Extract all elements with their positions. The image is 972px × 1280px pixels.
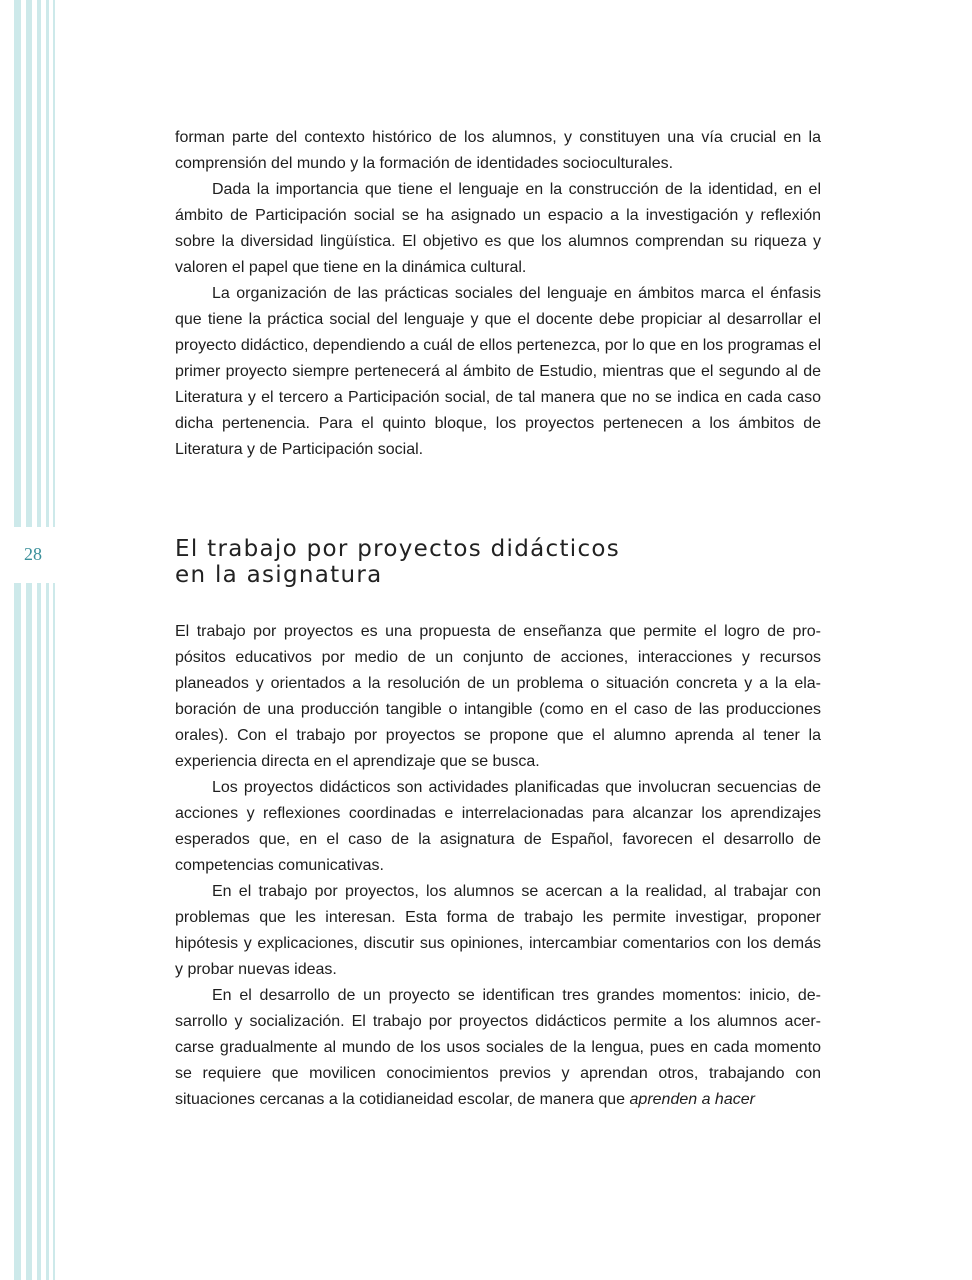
paragraph-text: En el desarrollo de un proyecto se identifican tres grandes momentos: inicio, desarrollo y socialización. El trabajo por proyectos didácticos permite a los alumnos acercarse gradualmente al mundo de los usos sociales de la lengua, pues en cada momento se requiere que movilicen conocimientos previos y aprendan otros, trabajando con situaciones cercanas a la cotidianeidad escolar, de manera que xyxy=(175,987,821,1108)
paragraph: La organización de las prácticas sociales del lenguaje en ámbitos marca el énfasis que tiene la práctica social del lenguaje y que el docente debe propiciar al desarrollar el proyecto didáctico, dependiendo a cuál de ellos pertenezca, por lo que en los programas el primer proyecto siempre pertenecerá al ámbito de Estudio, mientras que el segundo al de Literatura y el tercero a Participación social, de tal manera que no se indica en cada caso dicha pertenencia. Para el quinto bloque, los proyectos pertenecen a los ámbitos de Literatura y de Participación social. xyxy=(175,285,821,458)
paragraph: En el trabajo por proyectos, los alumnos se acercan a la realidad, al trabajar con problemas que les interesan. Esta forma de trabajo les permite investigar, proponer hipótesis y explicaciones, discutir sus opiniones, intercambiar comentarios con los demás y probar nuevas ideas. xyxy=(175,883,821,978)
top-text-block xyxy=(175,125,821,463)
paragraph: forman parte del contexto histórico de los alumnos, y constituyen una vía crucial en la comprensión del mundo y la formación de identidades socioculturales. xyxy=(175,129,821,172)
page-number: 28 xyxy=(24,544,42,564)
paragraph: El trabajo por proyectos es una propuesta de enseñanza que permite el logro de propósitos educativos por medio de un conjunto de acciones, interacciones y recursos planeados y orientados a la resolución de un problema o situación concreta y a la elaboración de una producción tangible o intangible (como en el caso de las producciones orales). Con el trabajo por proyectos se propone que el alumno aprenda al tener la experiencia directa en el aprendizaje que se busca. xyxy=(175,623,821,770)
paragraph xyxy=(175,983,821,1113)
paragraph: Los proyectos didácticos son actividades planificadas que involucran secuencias de acciones y reflexiones coordinadas e interrelacionadas para alcanzar los aprendizajes esperados que, en el caso de la asignatura de Español, favorecen el desarrollo de competencias comunicativas. xyxy=(175,779,821,874)
section-heading-line: El trabajo por proyectos didácticos xyxy=(175,536,621,562)
emphasis-text: aprenden a hacer xyxy=(629,1091,755,1108)
section-heading xyxy=(175,536,821,588)
section-heading-line: en la asignatura xyxy=(175,562,383,588)
section-body xyxy=(175,619,821,1113)
paragraph: Dada la importancia que tiene el lenguaje en la construcción de la identidad, en el ámbito de Participación social se ha asignado un espacio a la investigación y reflexión sobre la diversidad lingüística. El objetivo es que los alumnos comprendan su riqueza y valoren el papel que tiene en la dinámica cultural. xyxy=(175,181,821,276)
decorative-margin-stripes xyxy=(0,0,60,1280)
